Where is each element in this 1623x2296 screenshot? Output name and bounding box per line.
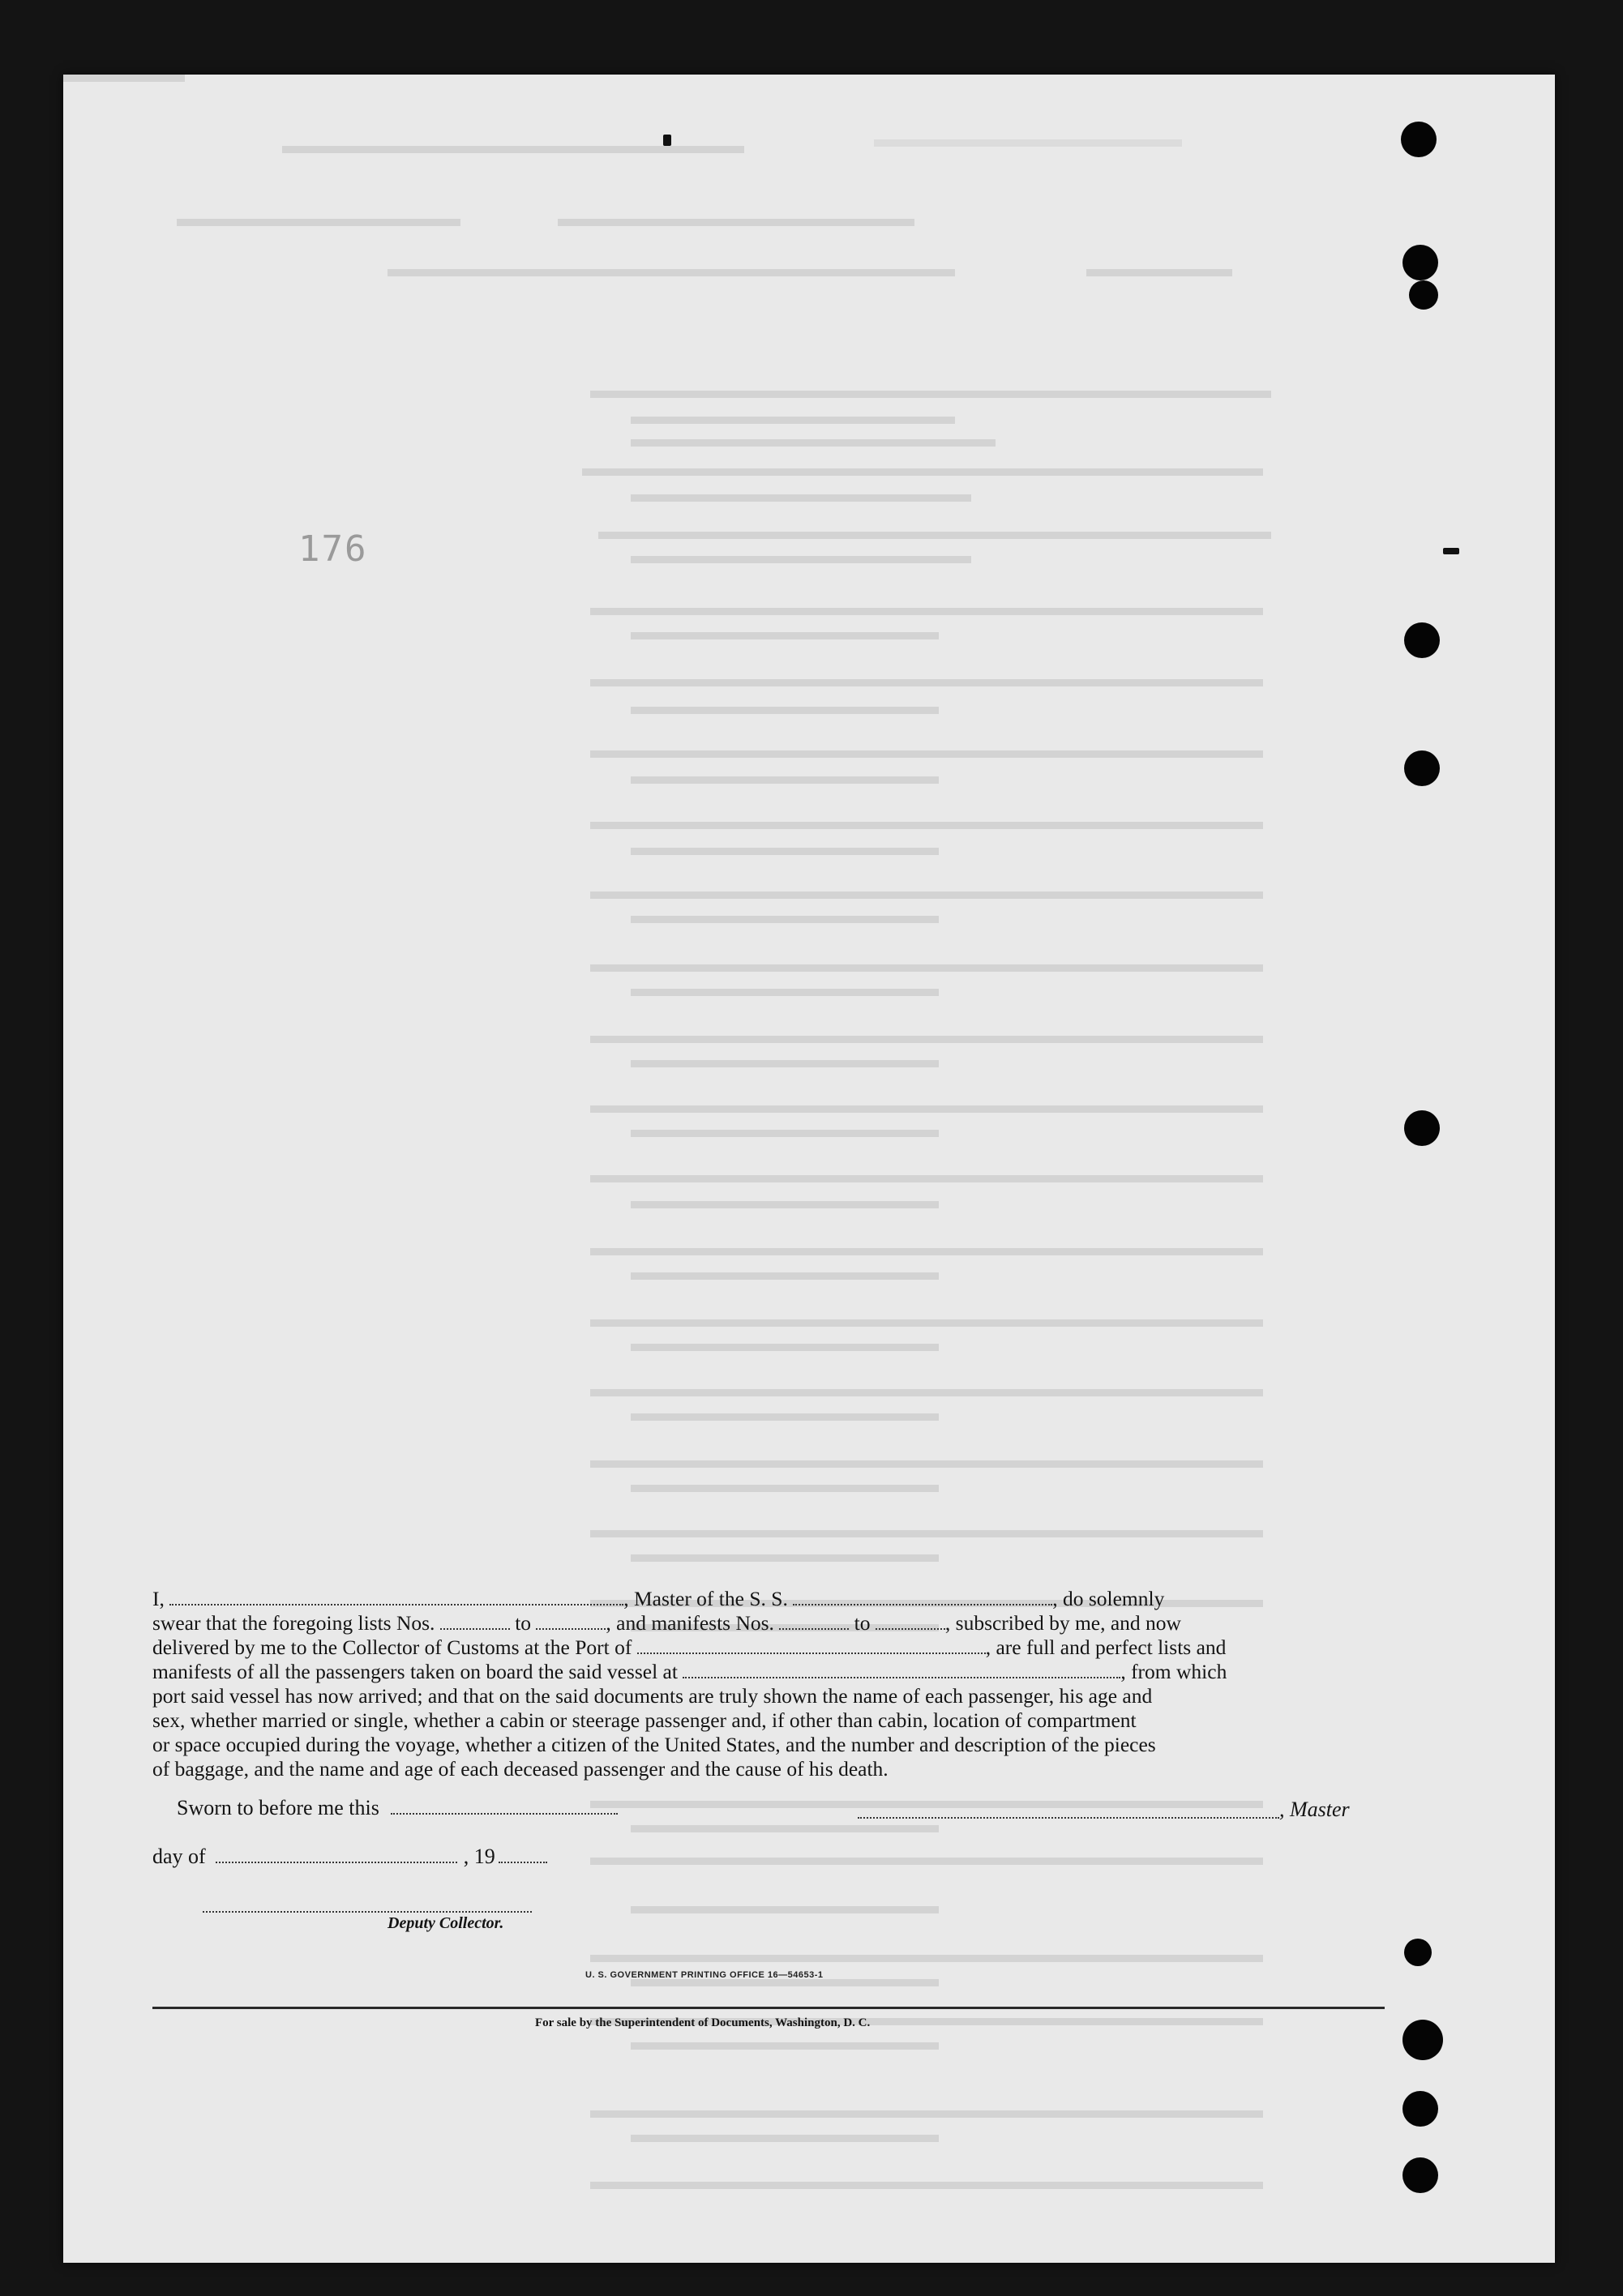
- oath-line: or space occupied during the voyage, whether a citizen of the United States, and the number and description of the pieces: [152, 1733, 1156, 1756]
- punch-hole: [1402, 2020, 1443, 2060]
- master-signature-blank[interactable]: [858, 1801, 1279, 1819]
- oath-text: swear that the foregoing lists Nos.: [152, 1611, 440, 1635]
- oath-line: port said vessel has now arrived; and that on the said documents are truly shown the name of each passenger, his age and: [152, 1684, 1153, 1708]
- deputy-signature-blank[interactable]: [203, 1895, 532, 1913]
- manifest-page: [63, 75, 1555, 2263]
- oath-line: [152, 1660, 1368, 1684]
- oath-text: , and manifests Nos.: [606, 1611, 780, 1635]
- ink-mark: [663, 135, 671, 146]
- year-blank[interactable]: [499, 1845, 547, 1863]
- sworn-line: [177, 1796, 618, 1820]
- master-label: , Master: [1279, 1798, 1350, 1821]
- port-blank[interactable]: [637, 1638, 986, 1654]
- punch-hole: [1402, 2157, 1438, 2193]
- oath-line: sex, whether married or single, whether a cabin or steerage passenger and, if other than cabin, location of compartment: [152, 1708, 1137, 1732]
- month-blank[interactable]: [216, 1845, 457, 1863]
- oath-text: to: [849, 1611, 876, 1635]
- oath-line: [152, 1587, 1368, 1611]
- oath-text: to: [509, 1611, 537, 1635]
- day-of-line: [152, 1845, 547, 1869]
- deputy-collector-label: Deputy Collector.: [388, 1914, 504, 1932]
- sworn-day-blank[interactable]: [391, 1797, 618, 1815]
- oath-text: , Master of the S. S.: [623, 1587, 794, 1610]
- manifest-from-blank[interactable]: [779, 1614, 849, 1630]
- oath-line: [152, 1611, 1368, 1635]
- oath-text: , do solemnly: [1052, 1587, 1165, 1610]
- manifest-to-blank[interactable]: [876, 1614, 945, 1630]
- punch-hole: [1409, 280, 1438, 310]
- punch-hole: [1402, 2091, 1438, 2127]
- oath-text: , are full and perfect lists and: [985, 1635, 1227, 1659]
- punch-hole: [1404, 1939, 1432, 1966]
- margin-number: 176: [298, 528, 368, 570]
- oath-paragraph: [152, 1587, 1368, 1781]
- for-sale-imprint: For sale by the Superintendent of Documents, Washington, D. C.: [535, 2016, 871, 2029]
- punch-hole: [1404, 622, 1440, 658]
- master-name-blank[interactable]: [169, 1589, 623, 1605]
- punch-hole: [1402, 245, 1438, 280]
- punch-hole: [1404, 1110, 1440, 1146]
- punch-hole: [1404, 750, 1440, 786]
- ink-mark: [1443, 548, 1459, 554]
- oath-text: , subscribed by me, and now: [944, 1611, 1181, 1635]
- gpo-imprint: U. S. GOVERNMENT PRINTING OFFICE 16—54653-1: [585, 1970, 824, 1980]
- list-from-blank[interactable]: [440, 1614, 510, 1630]
- year-prefix: , 19: [463, 1845, 495, 1868]
- oath-line: [152, 1635, 1368, 1660]
- oath-text: delivered by me to the Collector of Customs at the Port of: [152, 1635, 637, 1659]
- oath-text: manifests of all the passengers taken on board the said vessel at: [152, 1660, 683, 1683]
- punch-hole: [1401, 122, 1437, 157]
- oath-text: I,: [152, 1587, 170, 1610]
- oath-line: of baggage, and the name and age of each deceased passenger and the cause of his death.: [152, 1757, 889, 1781]
- day-of-label: day of: [152, 1845, 206, 1868]
- oath-text: , from which: [1120, 1660, 1227, 1683]
- vessel-name-blank[interactable]: [793, 1589, 1052, 1605]
- sworn-label: Sworn to before me this: [177, 1796, 379, 1819]
- footer-rule: [152, 2007, 1385, 2009]
- list-to-blank[interactable]: [536, 1614, 606, 1630]
- departure-port-blank[interactable]: [683, 1662, 1120, 1678]
